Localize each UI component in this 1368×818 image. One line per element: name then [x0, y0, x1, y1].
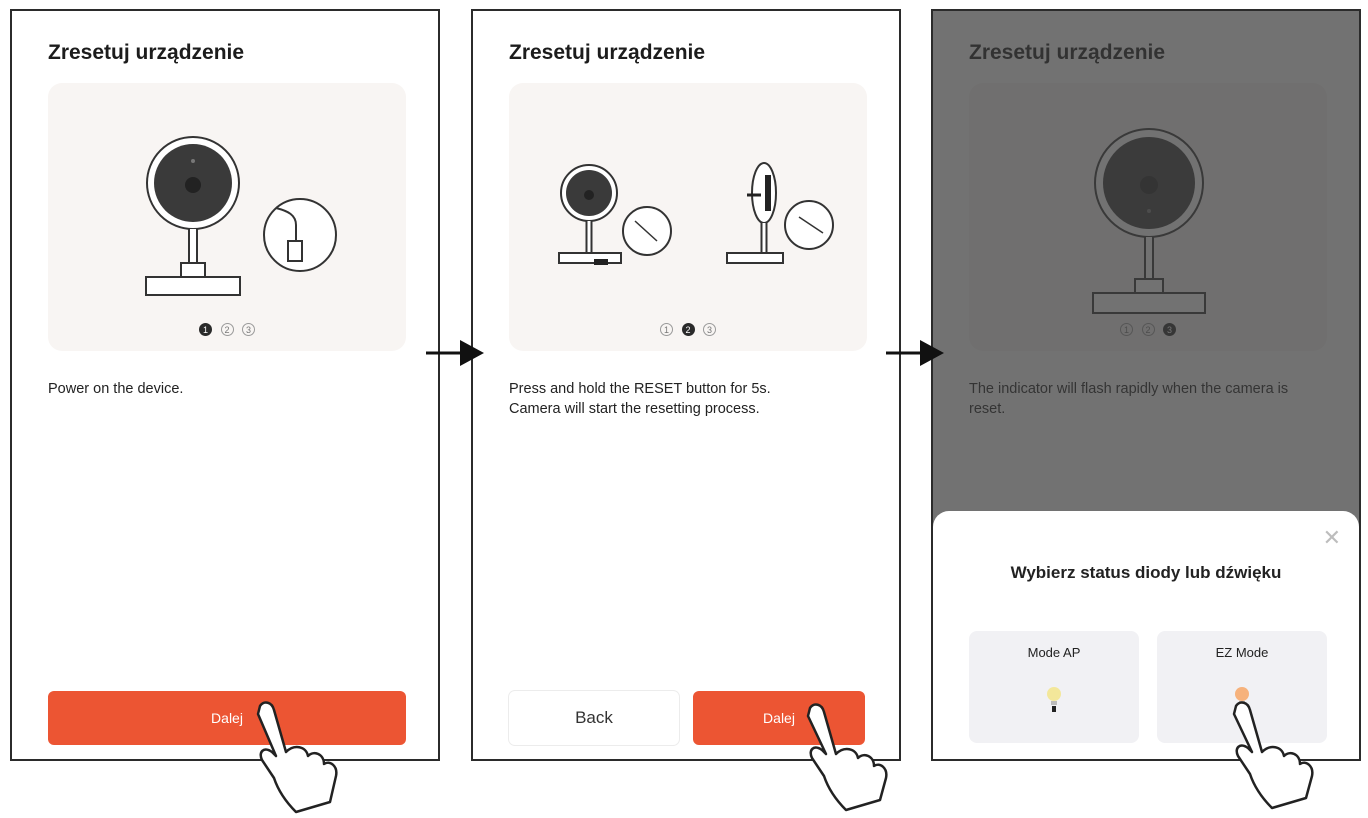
mode-label: Mode AP	[1027, 645, 1081, 660]
page-title: Zresetuj urządzenie	[509, 41, 706, 64]
step-dot-2: 2	[682, 323, 695, 336]
step-3-screen	[931, 9, 1361, 761]
camera-plug-icon	[48, 83, 406, 351]
arrow-right-icon	[886, 338, 946, 368]
bulb-icon	[1046, 685, 1062, 713]
step-description: Press and hold the RESET button for 5s. Camera will start the resetting process.	[509, 381, 771, 417]
step-dot-1: 1	[199, 323, 212, 336]
pointing-hand-icon	[800, 700, 896, 812]
step-description: Power on the device.	[48, 381, 184, 397]
next-button[interactable]: Dalej	[693, 691, 865, 745]
step-dot-1: 1	[660, 323, 673, 336]
camera-power-illustration	[48, 83, 406, 351]
pointing-hand-icon	[250, 698, 340, 816]
close-icon[interactable]: ✕	[1322, 525, 1341, 550]
step-1-screen	[10, 9, 440, 761]
step-indicator	[509, 321, 867, 339]
page-title: Zresetuj urządzenie	[48, 41, 245, 64]
step-dot-3: 3	[242, 323, 255, 336]
step-dot-3: 3	[703, 323, 716, 336]
back-button[interactable]: Back	[509, 691, 679, 745]
step-dot-2: 2	[221, 323, 234, 336]
next-button[interactable]: Dalej	[48, 691, 406, 745]
step-2-screen	[471, 9, 901, 761]
arrow-right-icon	[426, 338, 486, 368]
reset-button-illustration	[509, 83, 867, 351]
mode-ap-option[interactable]	[969, 631, 1139, 743]
pointing-hand-icon	[1226, 698, 1326, 810]
step-indicator	[48, 321, 406, 339]
camera-reset-icon	[509, 83, 867, 351]
sheet-title: Wybierz status diody lub dźwięku	[1010, 563, 1282, 582]
mode-label: EZ Mode	[1215, 645, 1269, 660]
